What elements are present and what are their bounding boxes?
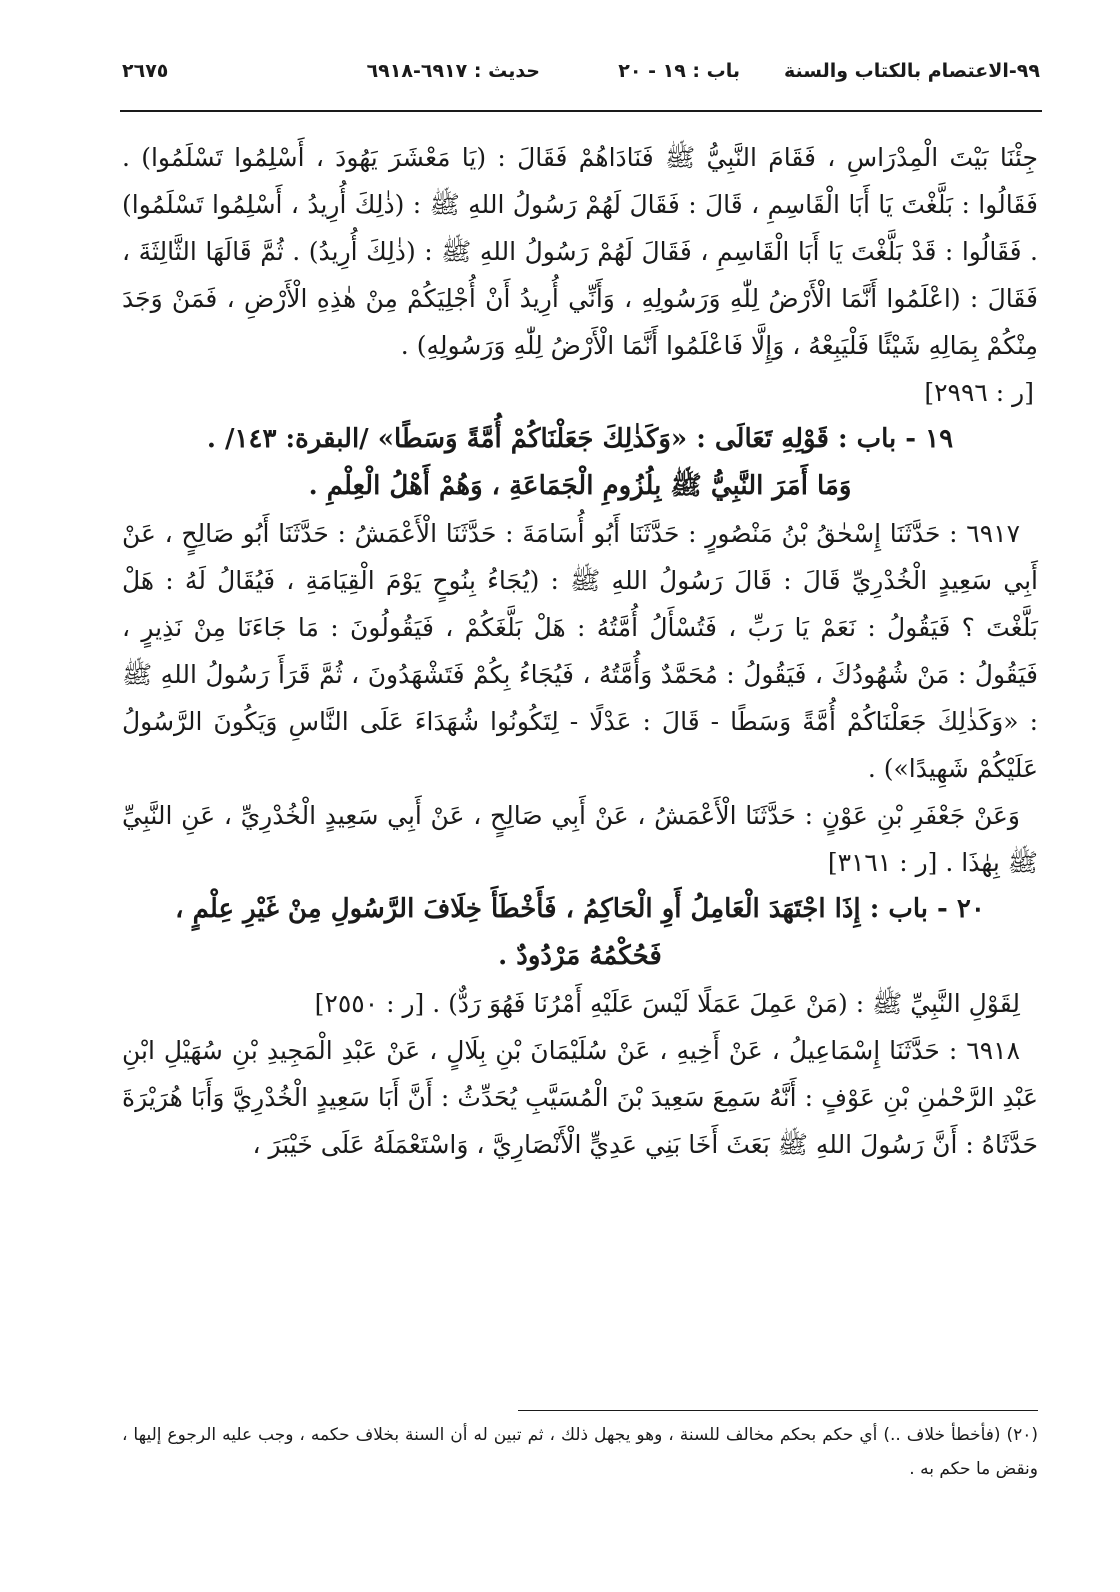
running-header [122,56,1040,100]
cross-reference: [ر : ٢٥٥٠] [314,989,425,1018]
cross-reference: [ر : ٢٩٩٦] [924,378,1034,407]
hadith-6917: ٦٩١٧ : حَدَّثَنَا إِسْحٰقُ بْنُ مَنْصُورٍ : حَدَّثَنَا أَبُو أُسَامَةَ : حَدَّثَنَا الْأَعْمَشُ : حَدَّثَنَا أَبُو صَالِحٍ ، عَنْ أَبِي سَعِيدٍ الْخُدْرِيِّ قَالَ : قَالَ رَسُولُ اللهِ ﷺ : (يُجَاءُ بِنُوحٍ يَوْمَ الْقِيَامَةِ ، فَيُقَالُ لَهُ : هَلْ بَلَّغْتَ ؟ فَيَقُولُ : نَعَمْ يَا رَبِّ ، فَتُسْأَلُ أُمَّتُهُ : هَلْ بَلَّغَكُمْ ، فَيَقُولُونَ : مَا جَاءَنَا مِنْ نَذِيرٍ ، فَيَقُولُ : مَنْ شُهُودُكَ ، فَيَقُولُ : مُحَمَّدٌ وَأُمَّتُهُ ، فَيُجَاءُ بِكُمْ فَتَشْهَدُونَ ، ثُمَّ قَرَأَ رَسُولُ اللهِ ﷺ : «وَكَذٰلِكَ جَعَلْنَاكُمْ أُمَّةً وَسَطًا - قَالَ : عَدْلًا - لِتَكُونُوا شُهَدَاءَ عَلَى النَّاسِ وَيَكُونَ الرَّسُولُ عَلَيْكُمْ شَهِيدًا») . [122,519,1038,783]
footnote-rule [518,1410,1038,1411]
main-text [122,134,1038,1168]
hadith-6918: ٦٩١٨ : حَدَّثَنَا إِسْمَاعِيلُ ، عَنْ أَخِيهِ ، عَنْ سُلَيْمَانَ بْنِ بِلَالٍ ، عَنْ عَبْدِ الْمَجِيدِ بْنِ سُهَيْلِ ابْنِ عَبْدِ الرَّحْمٰنِ بْنِ عَوْفٍ : أَنَّهُ سَمِعَ سَعِيدَ بْنَ الْمُسَيَّبِ يُحَدِّثُ : أَنَّ أَبَا سَعِيدٍ الْخُدْرِيَّ وَأَبَا هُرَيْرَةَ حَدَّثَاهُ : أَنَّ رَسُولَ اللهِ ﷺ بَعَثَ أَخَا بَنِي عَدِيٍّ الْأَنْصَارِيَّ ، وَاسْتَعْمَلَهُ عَلَى خَيْبَرَ ، [122,1036,1038,1159]
chapter-20-heading: ٢٠ - باب : إِذَا اجْتَهَدَ الْعَامِلُ أَوِ الْحَاكِمُ ، فَأَخْطَأَ خِلَافَ الرَّسُولِ مِنْ غَيْرِ عِلْمٍ ، [175,894,985,924]
footnote-text: (٢٠) (فأخطأ خلاف ..) أي حكم بحكم مخالف للسنة ، وهو يجهل ذلك ، ثم تبين له أن السنة بخلاف حكمه ، وجب عليه الرجوع إليها ، ونقض ما حكم به . [122,1425,1038,1479]
chapter-19-subheading: وَمَا أَمَرَ النَّبِيُّ ﷺ بِلُزُومِ الْجَمَاعَةِ ، وَهُمْ أَهْلُ الْعِلْمِ . [308,471,852,501]
cross-reference: [ر : ٣١٦١] [827,848,938,877]
hadith-6917-chain-text: وَعَنْ جَعْفَرِ بْنِ عَوْنٍ : حَدَّثَنَا الْأَعْمَشُ ، عَنْ أَبِي صَالِحٍ ، عَنْ أَبِي سَعِيدٍ الْخُدْرِيِّ ، عَنِ النَّبِيِّ ﷺ بِهٰذَا . [122,801,1038,877]
header-rule [120,110,1042,112]
header-hadith-range: حديث : ٦٩١٧-٦٩١٨ [366,60,540,82]
header-chapter-range: باب : ١٩ - ٢٠ [618,60,740,82]
passage-continued: جِئْنَا بَيْتَ الْمِدْرَاسِ ، فَقَامَ النَّبِيُّ ﷺ فَنَادَاهُمْ فَقَالَ : (يَا مَعْشَرَ يَهُودَ ، أَسْلِمُوا تَسْلَمُوا) . فَقَالُوا : بَلَّغْتَ يَا أَبَا الْقَاسِمِ ، قَالَ : فَقَالَ لَهُمْ رَسُولُ اللهِ ﷺ : (ذٰلِكَ أُرِيدُ ، أَسْلِمُوا تَسْلَمُوا) . فَقَالُوا : قَدْ بَلَّغْتَ يَا أَبَا الْقَاسِمِ ، فَقَالَ لَهُمْ رَسُولُ اللهِ ﷺ : (ذٰلِكَ أُرِيدُ) . ثُمَّ قَالَهَا الثَّالِثَةَ ، فَقَالَ : (اعْلَمُوا أَنَّمَا الْأَرْضُ لِلّٰهِ وَرَسُولِهِ ، وَأَنِّي أُرِيدُ أَنْ أُجْلِيَكُمْ مِنْ هٰذِهِ الْأَرْضِ ، فَمَنْ وَجَدَ مِنْكُمْ بِمَالِهِ شَيْئًا فَلْيَبِعْهُ ، وَإِلَّا فَاعْلَمُوا أَنَّمَا الْأَرْضُ لِلّٰهِ وَرَسُولِهِ) . [122,143,1038,360]
header-book-title: ٩٩-الاعتصام بالكتاب والسنة [784,60,1040,82]
chapter-19-heading: ١٩ - باب : قَوْلِهِ تَعَالَى : «وَكَذٰلِكَ جَعَلْنَاكُمْ أُمَّةً وَسَطًا» /البقرة: ١٤٣/ . [206,424,954,454]
page-number: ٢٦٧٥ [122,60,169,82]
prophetic-saying-text: لِقَوْلِ النَّبِيِّ ﷺ : (مَنْ عَمِلَ عَمَلًا لَيْسَ عَلَيْهِ أَمْرُنَا فَهُوَ رَدٌّ) . [432,989,1020,1018]
hadith-6917-chain [122,792,1038,886]
footnote [122,1418,1038,1486]
prophetic-saying [122,980,1038,1027]
chapter-20-subheading: فَحُكْمُهُ مَرْدُودٌ . [498,941,662,971]
